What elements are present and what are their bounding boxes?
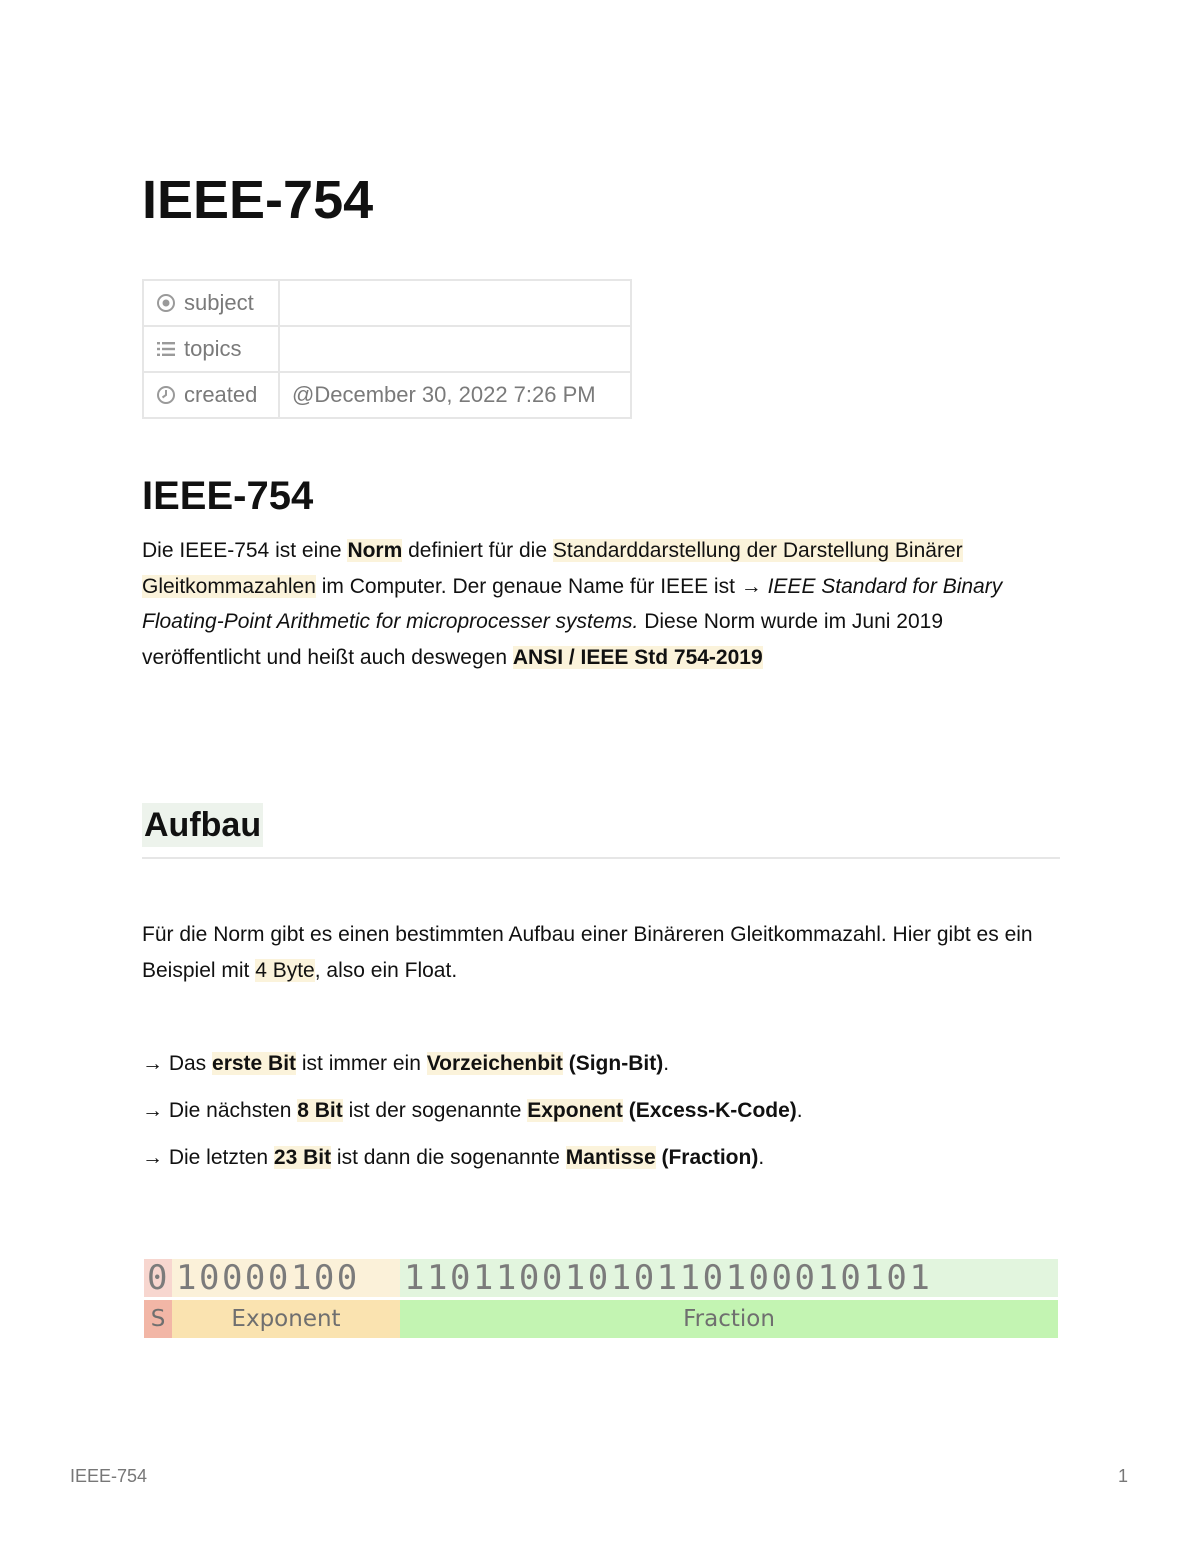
property-key-created[interactable] bbox=[143, 372, 279, 418]
bullet-bold: (Sign-Bit) bbox=[568, 1052, 664, 1075]
intro-paragraph bbox=[142, 533, 1060, 675]
bullet-bold: (Fraction) bbox=[661, 1146, 759, 1169]
aufbau-heading-block bbox=[142, 803, 1060, 859]
bullet-text: → Das bbox=[142, 1052, 213, 1075]
bullet-highlight: 23 Bit bbox=[273, 1146, 332, 1169]
bullet-text: ist dann die sogenannte bbox=[331, 1146, 566, 1169]
clock-icon bbox=[156, 385, 176, 405]
aufbau-text-3: , also ein Float. bbox=[314, 958, 458, 982]
aufbau-highlight-4-byte: 4 Byte bbox=[255, 958, 315, 982]
sign-label: S bbox=[144, 1300, 172, 1338]
bullet-highlight: 8 Bit bbox=[297, 1099, 343, 1122]
fraction-bits: 11011001010110100010101 bbox=[400, 1259, 1058, 1297]
bullet-bold: (Excess-K-Code) bbox=[628, 1099, 797, 1122]
bullet-text: ist der sogenannte bbox=[342, 1099, 528, 1122]
intro-text-5: im Computer. Der genaue Name für IEEE ist → bbox=[315, 574, 768, 598]
property-label-subject: subject bbox=[184, 290, 254, 315]
intro-text-7: Diese Norm wurde im Juni 2019 veröffentlicht und heißt auch deswegen bbox=[142, 610, 943, 669]
aufbau-paragraph bbox=[142, 917, 1060, 988]
bullet-highlight: Vorzeichenbit bbox=[426, 1052, 563, 1075]
intro-highlight-standard: Standarddarstellung der Darstellung Binärer Gleitkommazahlen bbox=[142, 539, 963, 598]
intro-highlight-norm: Norm bbox=[347, 539, 403, 562]
property-label-created: created bbox=[184, 382, 258, 407]
bullet-highlight: erste Bit bbox=[212, 1052, 297, 1075]
intro-text-3: definiert für die bbox=[402, 539, 553, 562]
aufbau-heading: Aufbau bbox=[142, 803, 263, 847]
intro-text-1: Die IEEE-754 ist eine bbox=[142, 539, 348, 562]
bullet-fraction bbox=[142, 1143, 764, 1173]
property-key-topics[interactable] bbox=[143, 326, 279, 372]
intro-full-name: IEEE Standard for Binary Floating-Point Arithmetic for microprocesser systems. bbox=[142, 574, 1003, 633]
properties-table bbox=[142, 279, 632, 419]
property-key-subject[interactable] bbox=[143, 280, 279, 326]
property-row-created bbox=[143, 372, 631, 418]
bullet-text: . bbox=[758, 1146, 765, 1169]
bullet-text: . bbox=[796, 1099, 803, 1122]
footer-title: IEEE-754 bbox=[70, 1466, 148, 1486]
list-icon bbox=[156, 339, 176, 359]
exponent-label: Exponent bbox=[172, 1300, 400, 1338]
intro-heading: IEEE-754 bbox=[142, 474, 314, 518]
property-row-topics bbox=[143, 326, 631, 372]
fraction-label: Fraction bbox=[400, 1300, 1058, 1338]
aufbau-text-1: Für die Norm gibt es einen bestimmten Aufbau einer Binäreren Gleitkommazahl. Hier gibt es ein Beispiel mit bbox=[142, 923, 1033, 982]
property-value-created[interactable]: @December 30, 2022 7:26 PM bbox=[279, 372, 631, 418]
subject-icon bbox=[156, 293, 176, 313]
page-number: 1 bbox=[1117, 1466, 1128, 1486]
intro-highlight-ansi: ANSI / IEEE Std 754-2019 bbox=[512, 645, 763, 669]
property-row-subject bbox=[143, 280, 631, 326]
sign-bits: 0 bbox=[144, 1259, 172, 1297]
bullet-highlight: Mantisse bbox=[565, 1146, 656, 1169]
property-value-subject[interactable] bbox=[279, 280, 631, 326]
page-title: IEEE-754 bbox=[142, 170, 374, 230]
bullet-highlight: Exponent bbox=[527, 1099, 623, 1122]
bullet-text: → Die letzten bbox=[142, 1146, 274, 1169]
bullet-exponent bbox=[142, 1096, 803, 1126]
bit-row bbox=[144, 1259, 1058, 1297]
property-label-topics: topics bbox=[184, 336, 242, 361]
bullet-sign-bit bbox=[142, 1049, 669, 1079]
exponent-bits: 10000100 bbox=[172, 1259, 400, 1297]
ieee-754-bit-diagram bbox=[144, 1259, 1058, 1338]
property-value-topics[interactable] bbox=[279, 326, 631, 372]
field-label-row bbox=[144, 1300, 1058, 1338]
bullet-text: ist immer ein bbox=[296, 1052, 427, 1075]
bullet-text: . bbox=[663, 1052, 670, 1075]
bullet-text: → Die nächsten bbox=[142, 1099, 298, 1122]
